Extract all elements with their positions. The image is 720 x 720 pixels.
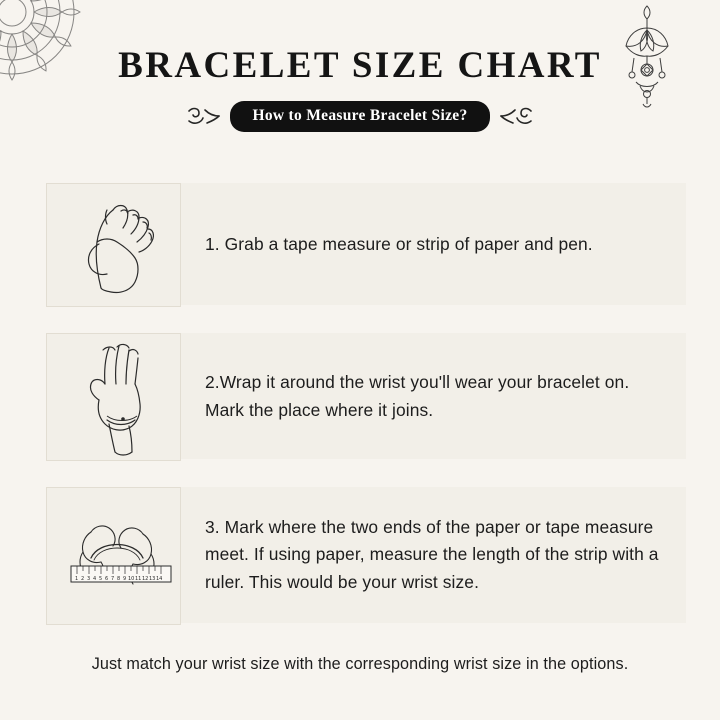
step-illustration-1 xyxy=(46,183,181,307)
list-item xyxy=(46,183,686,307)
svg-text:12: 12 xyxy=(142,576,149,582)
svg-text:10: 10 xyxy=(128,576,135,582)
svg-text:13: 13 xyxy=(149,576,156,582)
subtitle-pill: How to Measure Bracelet Size? xyxy=(230,101,489,132)
step-description-2: Wrap it around the wrist you'll wear your bracelet on. Mark the place where it joins. xyxy=(205,371,630,420)
list-item xyxy=(46,333,686,461)
svg-text:1: 1 xyxy=(75,576,79,582)
page-header xyxy=(0,46,720,132)
step-text-2 xyxy=(205,368,668,424)
page-title: BRACELET SIZE CHART xyxy=(118,45,602,86)
svg-text:3: 3 xyxy=(87,576,91,582)
list-item xyxy=(46,487,686,625)
step-text-3 xyxy=(205,514,668,597)
step-number-3: 3. xyxy=(205,516,220,537)
step-body-2 xyxy=(181,333,686,459)
svg-text:7: 7 xyxy=(111,576,115,582)
svg-text:9: 9 xyxy=(123,576,127,582)
svg-text:14: 14 xyxy=(156,576,163,582)
footer-note: Just match your wrist size with the corresponding wrist size in the options. xyxy=(91,655,629,673)
step-body-3 xyxy=(181,487,686,623)
svg-text:8: 8 xyxy=(117,576,121,582)
flourish-icon xyxy=(499,105,533,127)
step-description-1: Grab a tape measure or strip of paper and pen. xyxy=(224,233,593,254)
step-number-2: 2. xyxy=(205,371,220,392)
step-text-1 xyxy=(205,230,593,258)
flourish-icon xyxy=(187,105,221,127)
svg-text:5: 5 xyxy=(99,576,103,582)
step-illustration-2 xyxy=(46,333,181,461)
steps-list xyxy=(46,183,686,651)
step-body-1 xyxy=(181,183,686,305)
step-description-3: Mark where the two ends of the paper or tape measure meet. If using paper, measure the length of the strip with a ruler. This would be your wrist size. xyxy=(205,516,659,592)
subtitle-row xyxy=(0,101,720,132)
svg-text:11: 11 xyxy=(135,576,142,582)
svg-text:6: 6 xyxy=(105,576,109,582)
step-number-1: 1. xyxy=(205,233,220,254)
step-illustration-3 xyxy=(46,487,181,625)
svg-text:4: 4 xyxy=(93,576,97,582)
svg-text:2: 2 xyxy=(81,576,85,582)
